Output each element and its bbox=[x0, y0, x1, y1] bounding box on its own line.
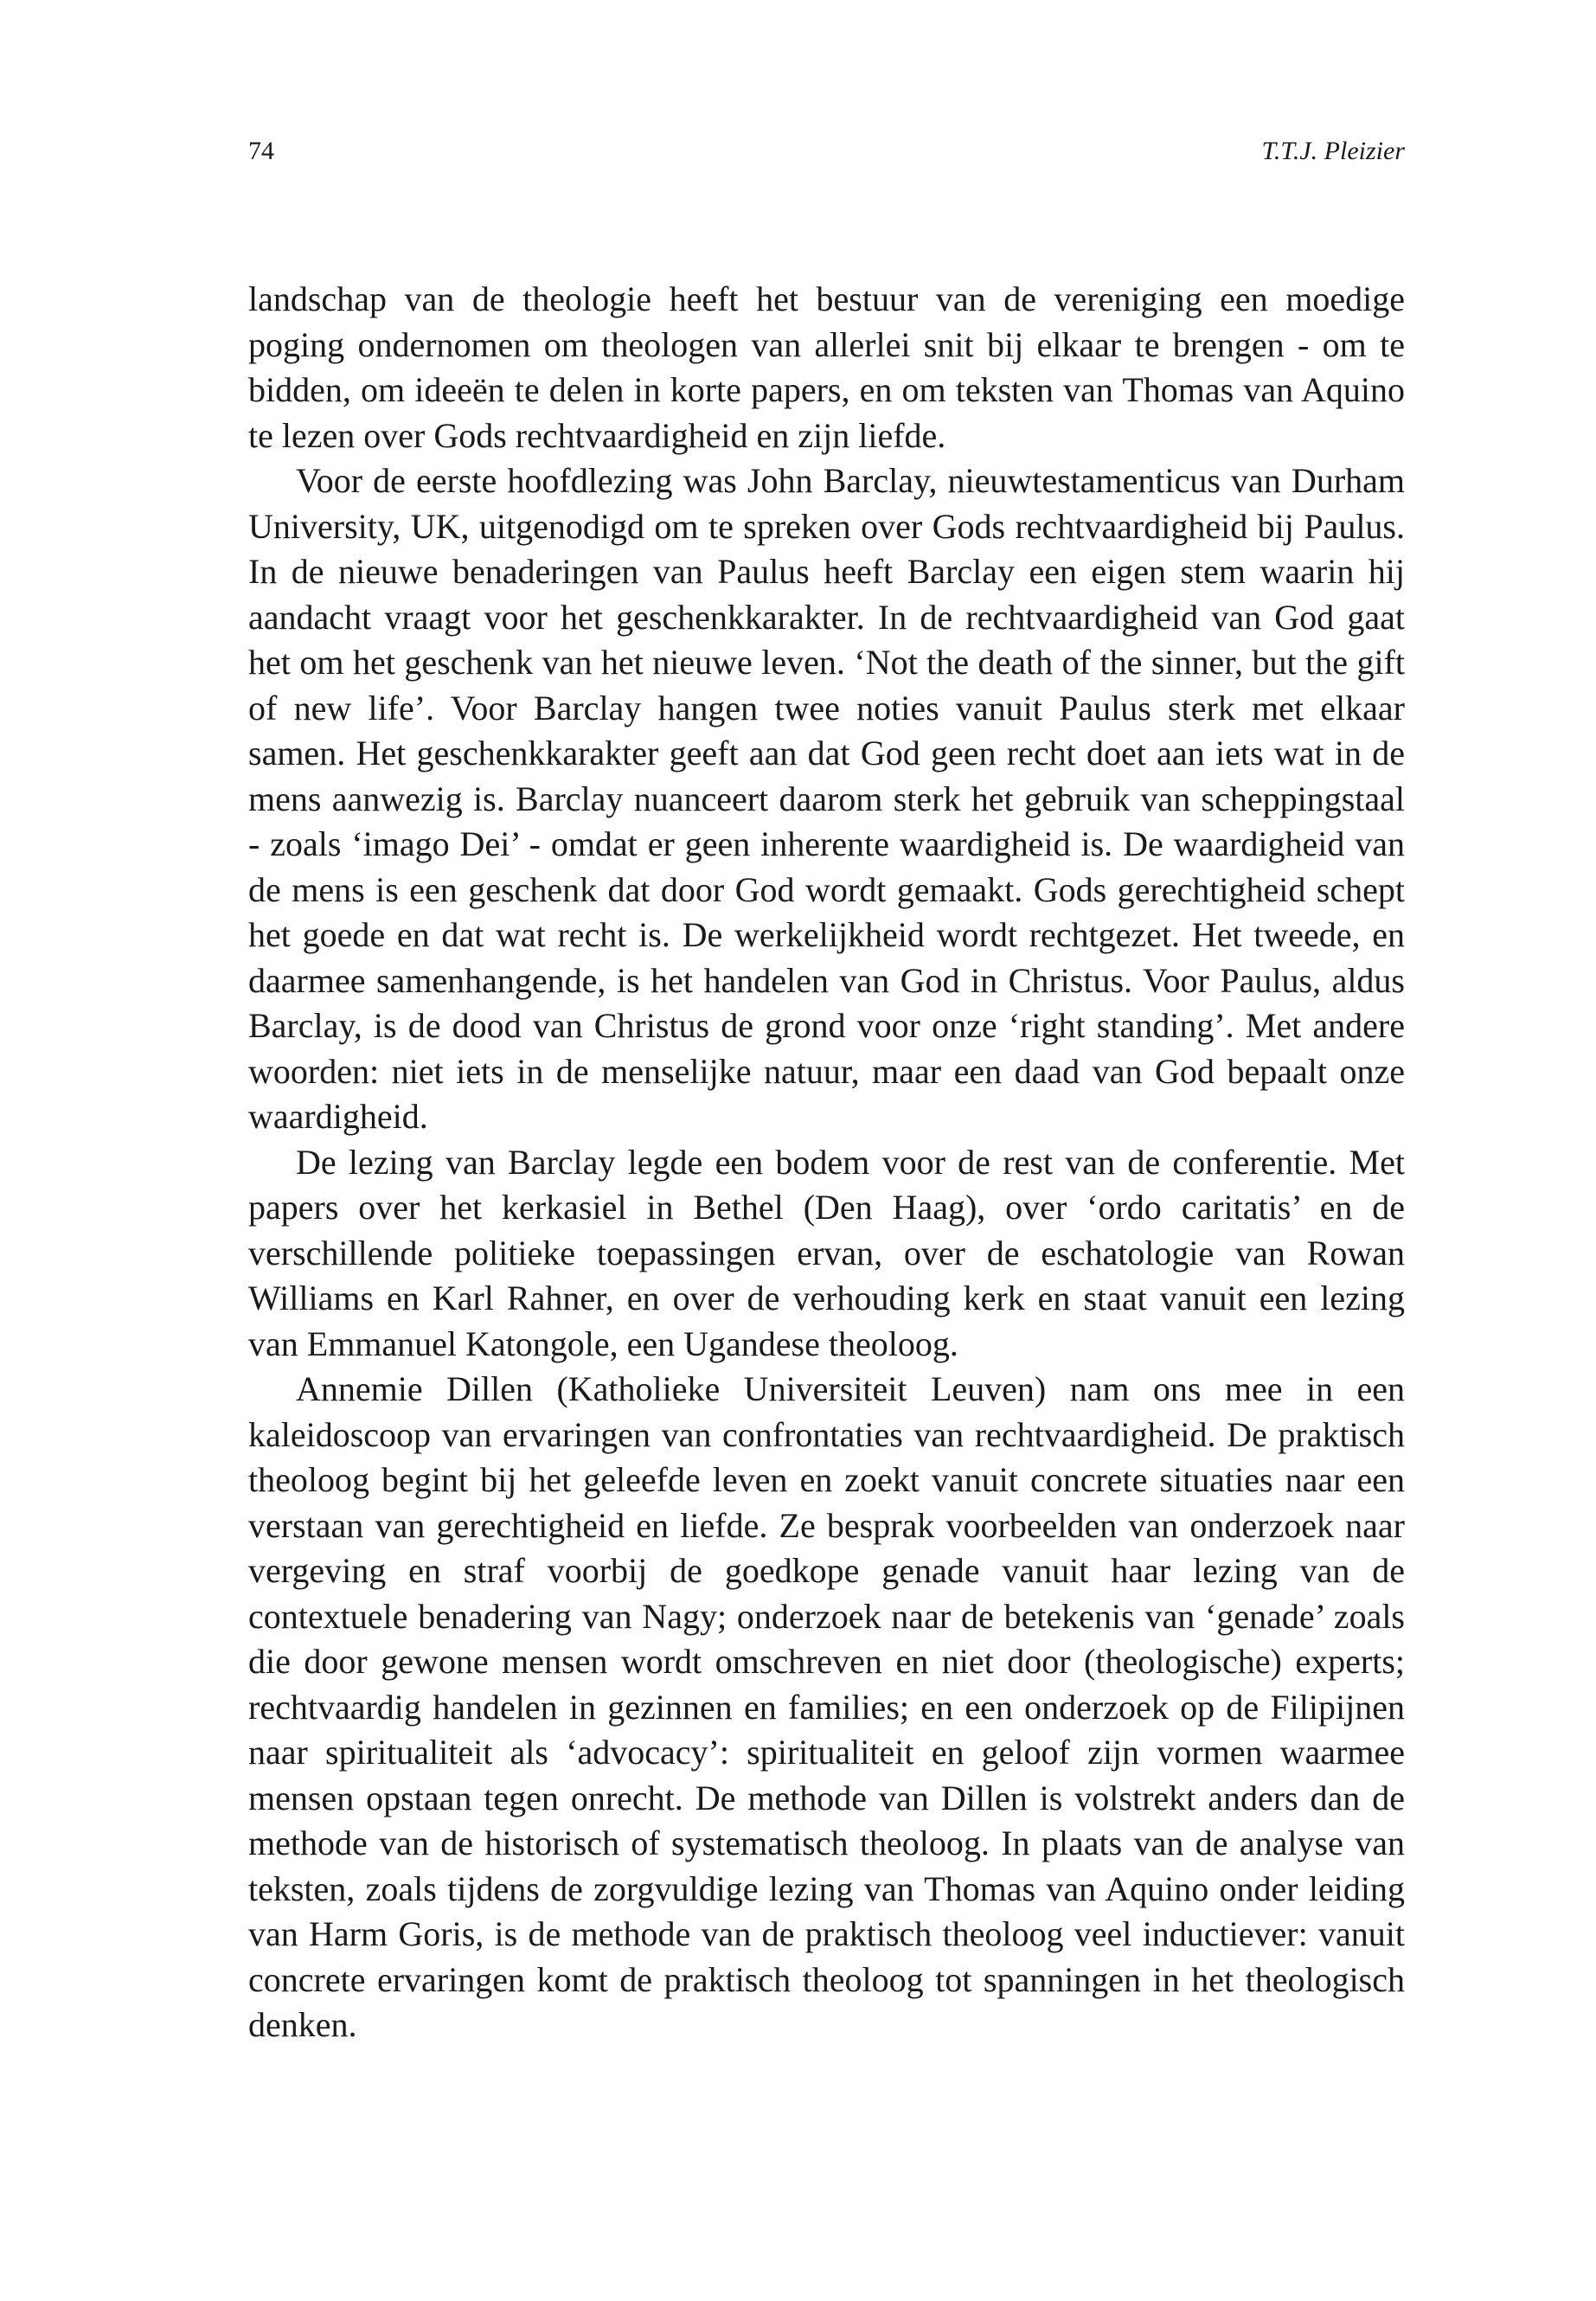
running-head-author: T.T.J. Pleizier bbox=[1261, 137, 1405, 165]
page-number: 74 bbox=[248, 137, 274, 165]
paragraph-barclay-lecture: Voor de eerste hoofdlezing was John Barclay, nieuwtestamenticus van Durham University, UK, uitgenodigd om te spreken over Gods rechtvaardigheid bij Paulus. In de nieuwe benaderingen van Paulus heeft Barclay een eigen stem waarin hij aandacht vraagt voor het geschenkkarakter. In de rechtvaardigheid van God gaat het om het geschenk van het nieuwe leven. ‘Not the death of the sinner, but the gift of new life’. Voor Barclay hangen twee noties vanuit Paulus sterk met elkaar samen. Het geschenkkarakter geeft aan dat God geen recht doet aan iets wat in de mens aanwezig is. Barclay nuanceert daarom sterk het gebruik van scheppingstaal - zoals ‘imago Dei’ - omdat er geen inherente waardigheid is. De waardigheid van de mens is een geschenk dat door God wordt gemaakt. Gods gerechtigheid schept het goede en dat wat recht is. De werkelijkheid wordt rechtgezet. Het tweede, en daarmee samenhangende, is het handelen van God in Christus. Voor Paulus, aldus Barclay, is de dood van Christus de grond voor onze ‘right standing’. Met andere woorden: niet iets in de menselijke natuur, maar een daad van God bepaalt onze waardigheid. bbox=[248, 461, 1405, 1136]
page-header bbox=[248, 137, 1405, 180]
paragraph-dillen-lecture: Annemie Dillen (Katholieke Universiteit Leuven) nam ons mee in een kaleidoscoop van ervaringen van confrontaties van rechtvaardigheid. De praktisch theoloog begint bij het geleefde leven en zoekt vanuit concrete situaties naar een verstaan van gerechtigheid en liefde. Ze besprak voorbeelden van onderzoek naar vergeving en straf voorbij de goedkope genade vanuit haar lezing van de contextuele benadering van Nagy; onderzoek naar de betekenis van ‘genade’ zoals die door gewone mensen wordt omschreven en niet door (theologische) experts; rechtvaardig handelen in gezinnen en families; en een onderzoek op de Filipijnen naar spiritualiteit als ‘advocacy’: spiritualiteit en geloof zijn vormen waarmee mensen opstaan tegen onrecht. De methode van Dillen is volstrekt anders dan de methode van de historisch of systematisch theoloog. In plaats van de analyse van teksten, zoals tijdens de zorgvuldige lezing van Thomas van Aquino onder leiding van Harm Goris, is de methode van de praktisch theoloog veel inductiever: vanuit concrete ervaringen komt de praktisch theoloog tot spanningen in het theologisch denken. bbox=[248, 1369, 1405, 2044]
body-text bbox=[248, 277, 1405, 2048]
paragraph-continuation: landschap van de theologie heeft het bestuur van de vereniging een moedige poging ondernomen om theologen van allerlei snit bij elkaar te brengen - om te bidden, om ideeën te delen in korte papers, en om teksten van Thomas van Aquino te lezen over Gods rechtvaardigheid en zijn liefde. bbox=[248, 279, 1405, 455]
paragraph-conference-papers: De lezing van Barclay legde een bodem voor de rest van de conferentie. Met papers over het kerkasiel in Bethel (Den Haag), over ‘ordo caritatis’ en de verschillende politieke toepassingen ervan, over de eschatologie van Rowan Williams en Karl Rahner, en over de verhouding kerk en staat vanuit een lezing van Emmanuel Katongole, een Ugandese theoloog. bbox=[248, 1142, 1405, 1363]
